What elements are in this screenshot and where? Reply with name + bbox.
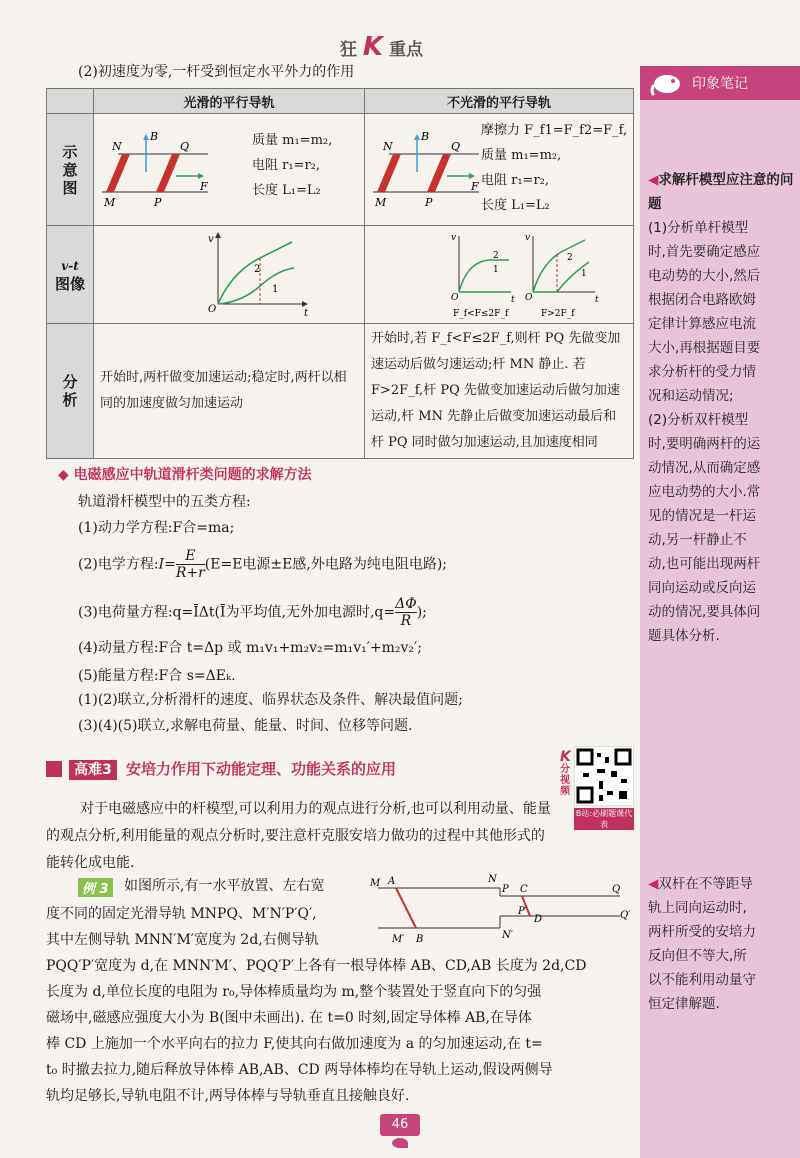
- label-Q: Q: [180, 140, 190, 153]
- comparison-table: [46, 88, 634, 459]
- svg-text:2: 2: [567, 253, 573, 263]
- equation-4: (4)动量方程:F合 t=Δp 或 m₁v₁+m₂v₂=m₁v₁′+m₂v₂′;: [78, 640, 422, 656]
- note1-line: 根据闭合电路欧姆: [648, 292, 756, 308]
- equation-1: (1)动力学方程:F合=ma;: [78, 520, 235, 536]
- svg-text:F: F: [471, 180, 479, 193]
- method-intro: 轨道滑杆模型中的五类方程:: [78, 494, 251, 510]
- svg-text:1: 1: [493, 265, 499, 275]
- book-icon: [46, 761, 62, 777]
- page-number: 46: [380, 1114, 420, 1136]
- smooth-vt-cell: [94, 226, 365, 324]
- elephant-icon: [650, 69, 684, 97]
- note1-body: [648, 216, 794, 648]
- label-F: F: [200, 180, 208, 193]
- brand-k-logo: K: [362, 32, 384, 62]
- rough-vt-cell: [365, 226, 634, 324]
- svg-text:N: N: [383, 140, 393, 153]
- k-logo-icon: K: [560, 749, 571, 765]
- table-row: [47, 324, 634, 459]
- note1-line: 时,要明确两杆的运: [648, 436, 761, 452]
- label-B: B: [150, 130, 159, 143]
- example-text-1: 如图所示,有一水平放置、左右宽: [124, 878, 325, 894]
- note1-line: 同向运动或反向运: [648, 580, 756, 596]
- method-title: 电磁感应中轨道滑杆类问题的求解方法: [73, 467, 312, 483]
- analysis-rough: 开始时,若 F_f<F≤2F_f,则杆 PQ 先做变加速运动后做匀速运动;杆 MN 静止. 若 F>2F_f,杆 PQ 先做变加速运动后做匀加速运动,杆 MN 先静止后做变加速运动最后和杆 PQ 同时做匀加速运动,且加速度相同: [365, 324, 634, 459]
- qr-pattern-icon: [575, 747, 633, 805]
- brand-suffix: 重点: [389, 40, 423, 60]
- svg-text:t: t: [511, 295, 515, 305]
- topic-heading: [46, 758, 396, 779]
- svg-text:P: P: [425, 196, 433, 209]
- label-M: M: [104, 196, 116, 209]
- triangle-bullet-icon: ◀: [648, 172, 659, 188]
- fig-Qp: Q′: [620, 910, 631, 921]
- note2: [648, 872, 794, 1016]
- svg-text:t: t: [304, 308, 309, 318]
- equation-2: (2)电学方程:I= $\frac{E}{R+r}$ (E=E电源±E感,外电路为纯电阻电路);: [78, 548, 448, 581]
- vt-graph-rough-high: [523, 232, 603, 320]
- note1-line: 求分析杆的受力情: [648, 364, 756, 380]
- note1-line: (2)分析双杆模型: [648, 412, 749, 428]
- fig-Q: Q: [612, 884, 621, 895]
- diamond-bullet-icon: ◆: [58, 467, 69, 483]
- svg-text:F>2F_f: F>2F_f: [541, 309, 575, 319]
- fig-N: N: [488, 874, 497, 885]
- example-text-8: t₀ 时撤去拉力,随后释放导体棒 AB,AB、CD 两导体棒均在导轨上运动,假设两侧导: [46, 1062, 553, 1078]
- smooth-diagram-cell: [94, 114, 365, 226]
- fig-D: D: [534, 914, 543, 925]
- example-text-3: 其中左侧导轨 MNN′M′宽度为 2d,右侧导轨: [46, 932, 319, 948]
- method-title-row: [58, 464, 312, 484]
- label-P: P: [154, 196, 162, 209]
- sidebar-header: [640, 66, 800, 100]
- smooth-params: 质量 m₁=m₂, 电阻 r₁=r₂, 长度 L₁=L₂: [252, 133, 333, 198]
- rough-diagram-cell: [365, 114, 634, 226]
- table-row: [47, 226, 634, 324]
- note2-line: 轨上同向运动时,: [648, 900, 747, 916]
- brand-prefix: 狂: [340, 40, 357, 60]
- row-label-analysis: 分 析: [47, 324, 94, 459]
- intro-paragraph: 对于电磁感应中的杆模型,可以利用力的观点进行分析,也可以利用动量、能量的观点分析,利用能量的观点分析时,要注意杆克服安培力做功的过程中其他形式的能转化成电能.: [46, 801, 551, 871]
- note2-line: ◀双杆在不等距导: [648, 876, 753, 892]
- vt-graph-rough-low: [449, 232, 519, 320]
- fig-Pp: P′: [518, 906, 527, 917]
- example-text-5: 长度为 d,单位长度的电阻为 r₀,导体棒质量均为 m,整个装置处于竖直向下的匀强: [46, 984, 542, 1000]
- equation-3: (3)电荷量方程:q=ĪΔt(Ī为平均值,无外加电源时,q= $\frac{\Delta\Phi}{R}$ );: [78, 596, 427, 629]
- qr-block[interactable]: [560, 744, 634, 829]
- example-rail-figure: [370, 872, 632, 944]
- example-text-2: 度不同的固定光滑导轨 MNPQ、M′N′P′Q′,: [46, 906, 317, 922]
- topic-title: 安培力作用下动能定理、功能关系的应用: [125, 760, 396, 778]
- svg-text:t: t: [595, 295, 599, 305]
- rail-diagram-smooth: [100, 124, 210, 216]
- note2-line: 反向但不等大,所: [648, 948, 747, 964]
- svg-text:v: v: [525, 233, 531, 243]
- label-N: N: [112, 140, 122, 153]
- link-1: (1)(2)联立,分析滑杆的速度、临界状态及条件、解决最值问题;: [78, 692, 463, 708]
- note1-line: 动的情况,要具体问: [648, 604, 761, 620]
- note1-line: 动,也可能出现两杆: [648, 556, 761, 572]
- svg-text:v: v: [451, 233, 457, 243]
- fig-B: B: [416, 934, 424, 944]
- rail-diagram-rough: [371, 124, 481, 216]
- rough-params: 摩擦力 F_f1=F_f2=F_f, 质量 m₁=m₂, 电阻 r₁=r₂, 长度 L₁=L₂: [481, 123, 628, 213]
- fig-A: A: [388, 876, 396, 887]
- fig-Np: N′: [502, 930, 514, 941]
- row-label-vt: v-t 图像: [47, 226, 94, 324]
- note1-line: 动,另一杆静止不: [648, 532, 747, 548]
- svg-text:1: 1: [272, 284, 279, 295]
- svg-text:O: O: [208, 304, 217, 315]
- note1-line: 大小,再根据题目要: [648, 340, 761, 356]
- topic-badge: 高难3: [69, 760, 117, 780]
- analysis-smooth: 开始时,两杆做变加速运动;稳定时,两杆以相同的加速度做匀加速运动: [94, 324, 365, 459]
- sidebar-title: 印象笔记: [692, 76, 748, 92]
- svg-text:1: 1: [581, 269, 587, 279]
- note1-line: 电动势的大小,然后: [648, 268, 761, 284]
- note1-line: 题具体分析.: [648, 628, 720, 644]
- note1-line: 定律计算感应电流: [648, 316, 756, 332]
- note1-line: (1)分析单杆模型: [648, 220, 749, 236]
- note1-line: 况和运动情况;: [648, 388, 734, 404]
- fig-M: M: [370, 878, 381, 889]
- fig-C: C: [520, 884, 528, 895]
- note2-line: 两杆所受的安培力: [648, 924, 756, 940]
- note2-body: [648, 872, 794, 1016]
- svg-text:Q: Q: [451, 140, 461, 153]
- col-rough: 不光滑的平行导轨: [365, 89, 634, 114]
- equation-5: (5)能量方程:F合 s=ΔEₖ.: [78, 668, 236, 684]
- col-smooth: 光滑的平行导轨: [94, 89, 365, 114]
- note1-line: 见的情况是一杆运: [648, 508, 756, 524]
- note1-line: 动情况,从而确定感: [648, 460, 761, 476]
- link-2: (3)(4)(5)联立,求解电荷量、能量、时间、位移等问题.: [78, 718, 413, 734]
- section-intro: (2)初速度为零,一杆受到恒定水平外力的作用: [78, 64, 355, 80]
- triangle-bullet-icon: ◀: [648, 876, 659, 892]
- note1: [648, 168, 794, 648]
- svg-text:2: 2: [254, 264, 261, 275]
- example-text-9: 轨均足够长,导轨电阻不计,两导体棒与导轨垂直且接触良好.: [46, 1088, 410, 1104]
- svg-text:B: B: [421, 130, 430, 143]
- example-label: 例 3: [78, 878, 113, 897]
- example-text-4: PQQ′P′宽度为 d,在 MNN′M′、PQQ′P′上各有一根导体棒 AB、CD,AB 长度为 2d,CD: [46, 958, 587, 974]
- qr-side-label: K 分视频: [560, 749, 571, 797]
- svg-text:M: M: [375, 196, 387, 209]
- bird-icon: [392, 1138, 408, 1148]
- svg-text:2: 2: [493, 251, 499, 261]
- svg-text:O: O: [525, 293, 533, 303]
- svg-text:F_f<F≤2F_f: F_f<F≤2F_f: [453, 309, 509, 319]
- note1-line: 时,首先要确定感应: [648, 244, 761, 260]
- fig-Mp: M′: [392, 934, 405, 944]
- row-label-diagram: 示 意 图: [47, 114, 94, 226]
- qr-code[interactable]: [574, 746, 634, 806]
- svg-text:v: v: [208, 234, 214, 245]
- note1-line: 应电动势的大小.常: [648, 484, 761, 500]
- table-header-row: [47, 89, 634, 114]
- vt-graph-smooth: [202, 232, 312, 318]
- note1-title: ◀求解杆模型应注意的问题: [648, 172, 794, 212]
- example-text-6: 磁场中,磁感应强度大小为 B(图中未画出). 在 t=0 时刻,固定导体棒 AB,在导体: [46, 1010, 532, 1026]
- note2-line: 恒定律解题.: [648, 996, 720, 1012]
- table-row: [47, 114, 634, 226]
- example-text-7: 棒 CD 上施加一个水平向右的拉力 F,使其向右做加速度为 a 的匀加速运动,在 t=: [46, 1036, 543, 1052]
- note2-line: 以不能利用动量守: [648, 972, 756, 988]
- fig-P: P: [502, 884, 509, 895]
- svg-text:O: O: [451, 293, 459, 303]
- qr-caption: B站:必刷题课代表: [575, 809, 633, 829]
